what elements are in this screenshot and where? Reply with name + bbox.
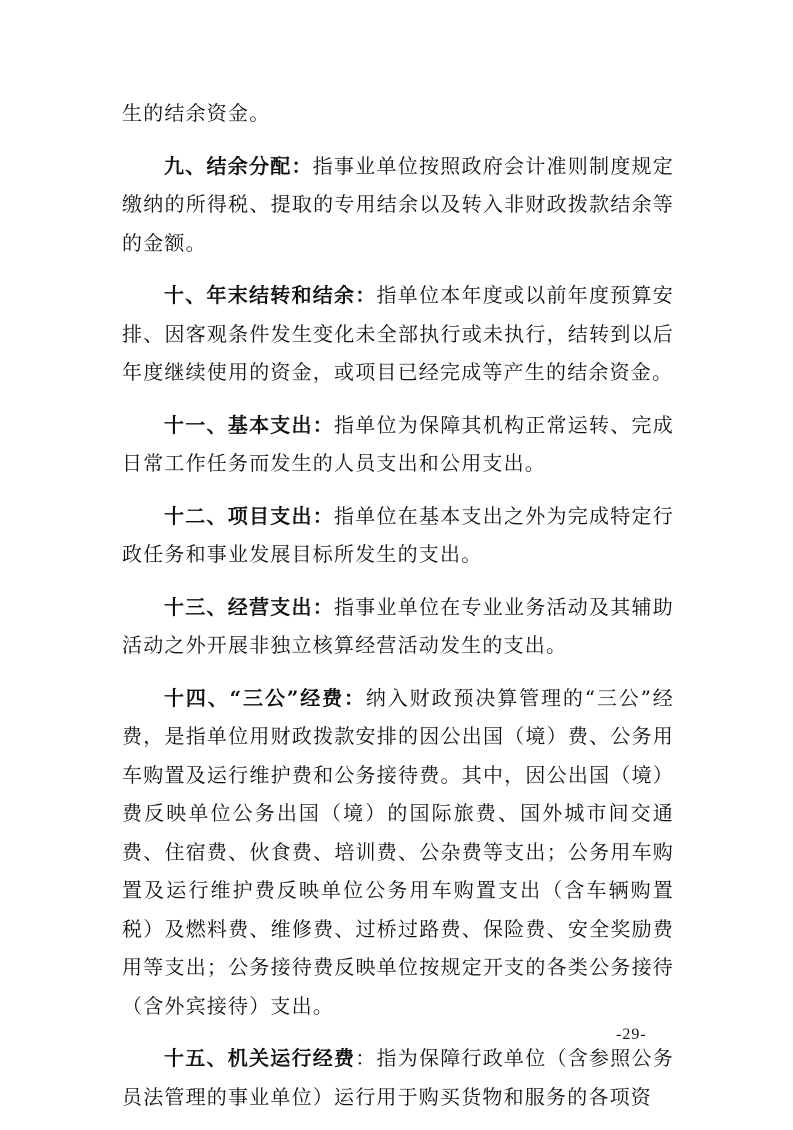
paragraph-term: 十五、机关运行经费 (164, 1046, 356, 1070)
paragraph-year-end-carryover (122, 276, 674, 392)
paragraph-term: 十二、项目支出： (164, 503, 335, 528)
paragraph-operating-expenditure (122, 588, 674, 665)
paragraph-surplus-distribution (122, 147, 674, 263)
page-number: -29- (616, 1026, 647, 1043)
paragraph-continuation (122, 94, 674, 133)
paragraph-three-public-expenses (122, 679, 674, 1026)
paragraph-basic-expenditure (122, 406, 674, 483)
paragraph-text: ：指为保障行政单位（含参照公务员法管理的事业单位）运行用于购买货物和服务的各项资 (122, 1046, 674, 1109)
paragraph-text: 指单位本年度或以前年度预算安排、因客观条件发生变化未全部执行或未执行，结转到以后年度继续使用的资金，或项目已经完成等产生的结余资金。 (122, 283, 675, 384)
paragraph-text: 纳入财政预决算管理的“三公”经费，是指单位用财政拨款安排的因公出国（境）费、公务用车购置及运行维护费和公务接待费。其中，因公出国（境）费反映单位公务出国（境）的国际旅费、国外城市间交通费、住宿费、伙食费、培训费、公杂费等支出；公务用车购置及运行维护费反映单位公务用车购置支出（含车辆购置税）及燃料费、维修费、过桥过路费、保险费、安全奖励费用等支出；公务接待费反映单位按规定开支的各类公务接待（含外宾接待）支出。 (122, 685, 674, 1018)
paragraph-term: 十一、基本支出： (164, 412, 335, 437)
paragraph-term: 十四、“三公”经费： (164, 685, 366, 710)
paragraph-agency-operating-funds (122, 1039, 674, 1116)
paragraph-text: 指事业单位按照政府会计准则制度规定缴纳的所得税、提取的专用结余以及转入非财政拨款结余等的金额。 (122, 153, 674, 255)
paragraph-term: 十、年末结转和结余： (164, 283, 377, 307)
paragraph-text: 指单位为保障其机构正常运转、完成日常工作任务而发生的人员支出和公用支出。 (122, 412, 674, 475)
paragraph-text: 指单位在基本支出之外为完成特定行政任务和事业发展目标所发生的支出。 (122, 503, 674, 566)
paragraph-text: 指事业单位在专业业务活动及其辅助活动之外开展非独立核算经营活动发生的支出。 (122, 594, 674, 657)
document-body (122, 94, 674, 1130)
paragraph-term: 十三、经营支出： (164, 594, 335, 619)
paragraph-text: 生的结余资金。 (122, 101, 271, 125)
paragraph-term: 九、结余分配： (164, 153, 313, 178)
paragraph-project-expenditure (122, 497, 674, 574)
